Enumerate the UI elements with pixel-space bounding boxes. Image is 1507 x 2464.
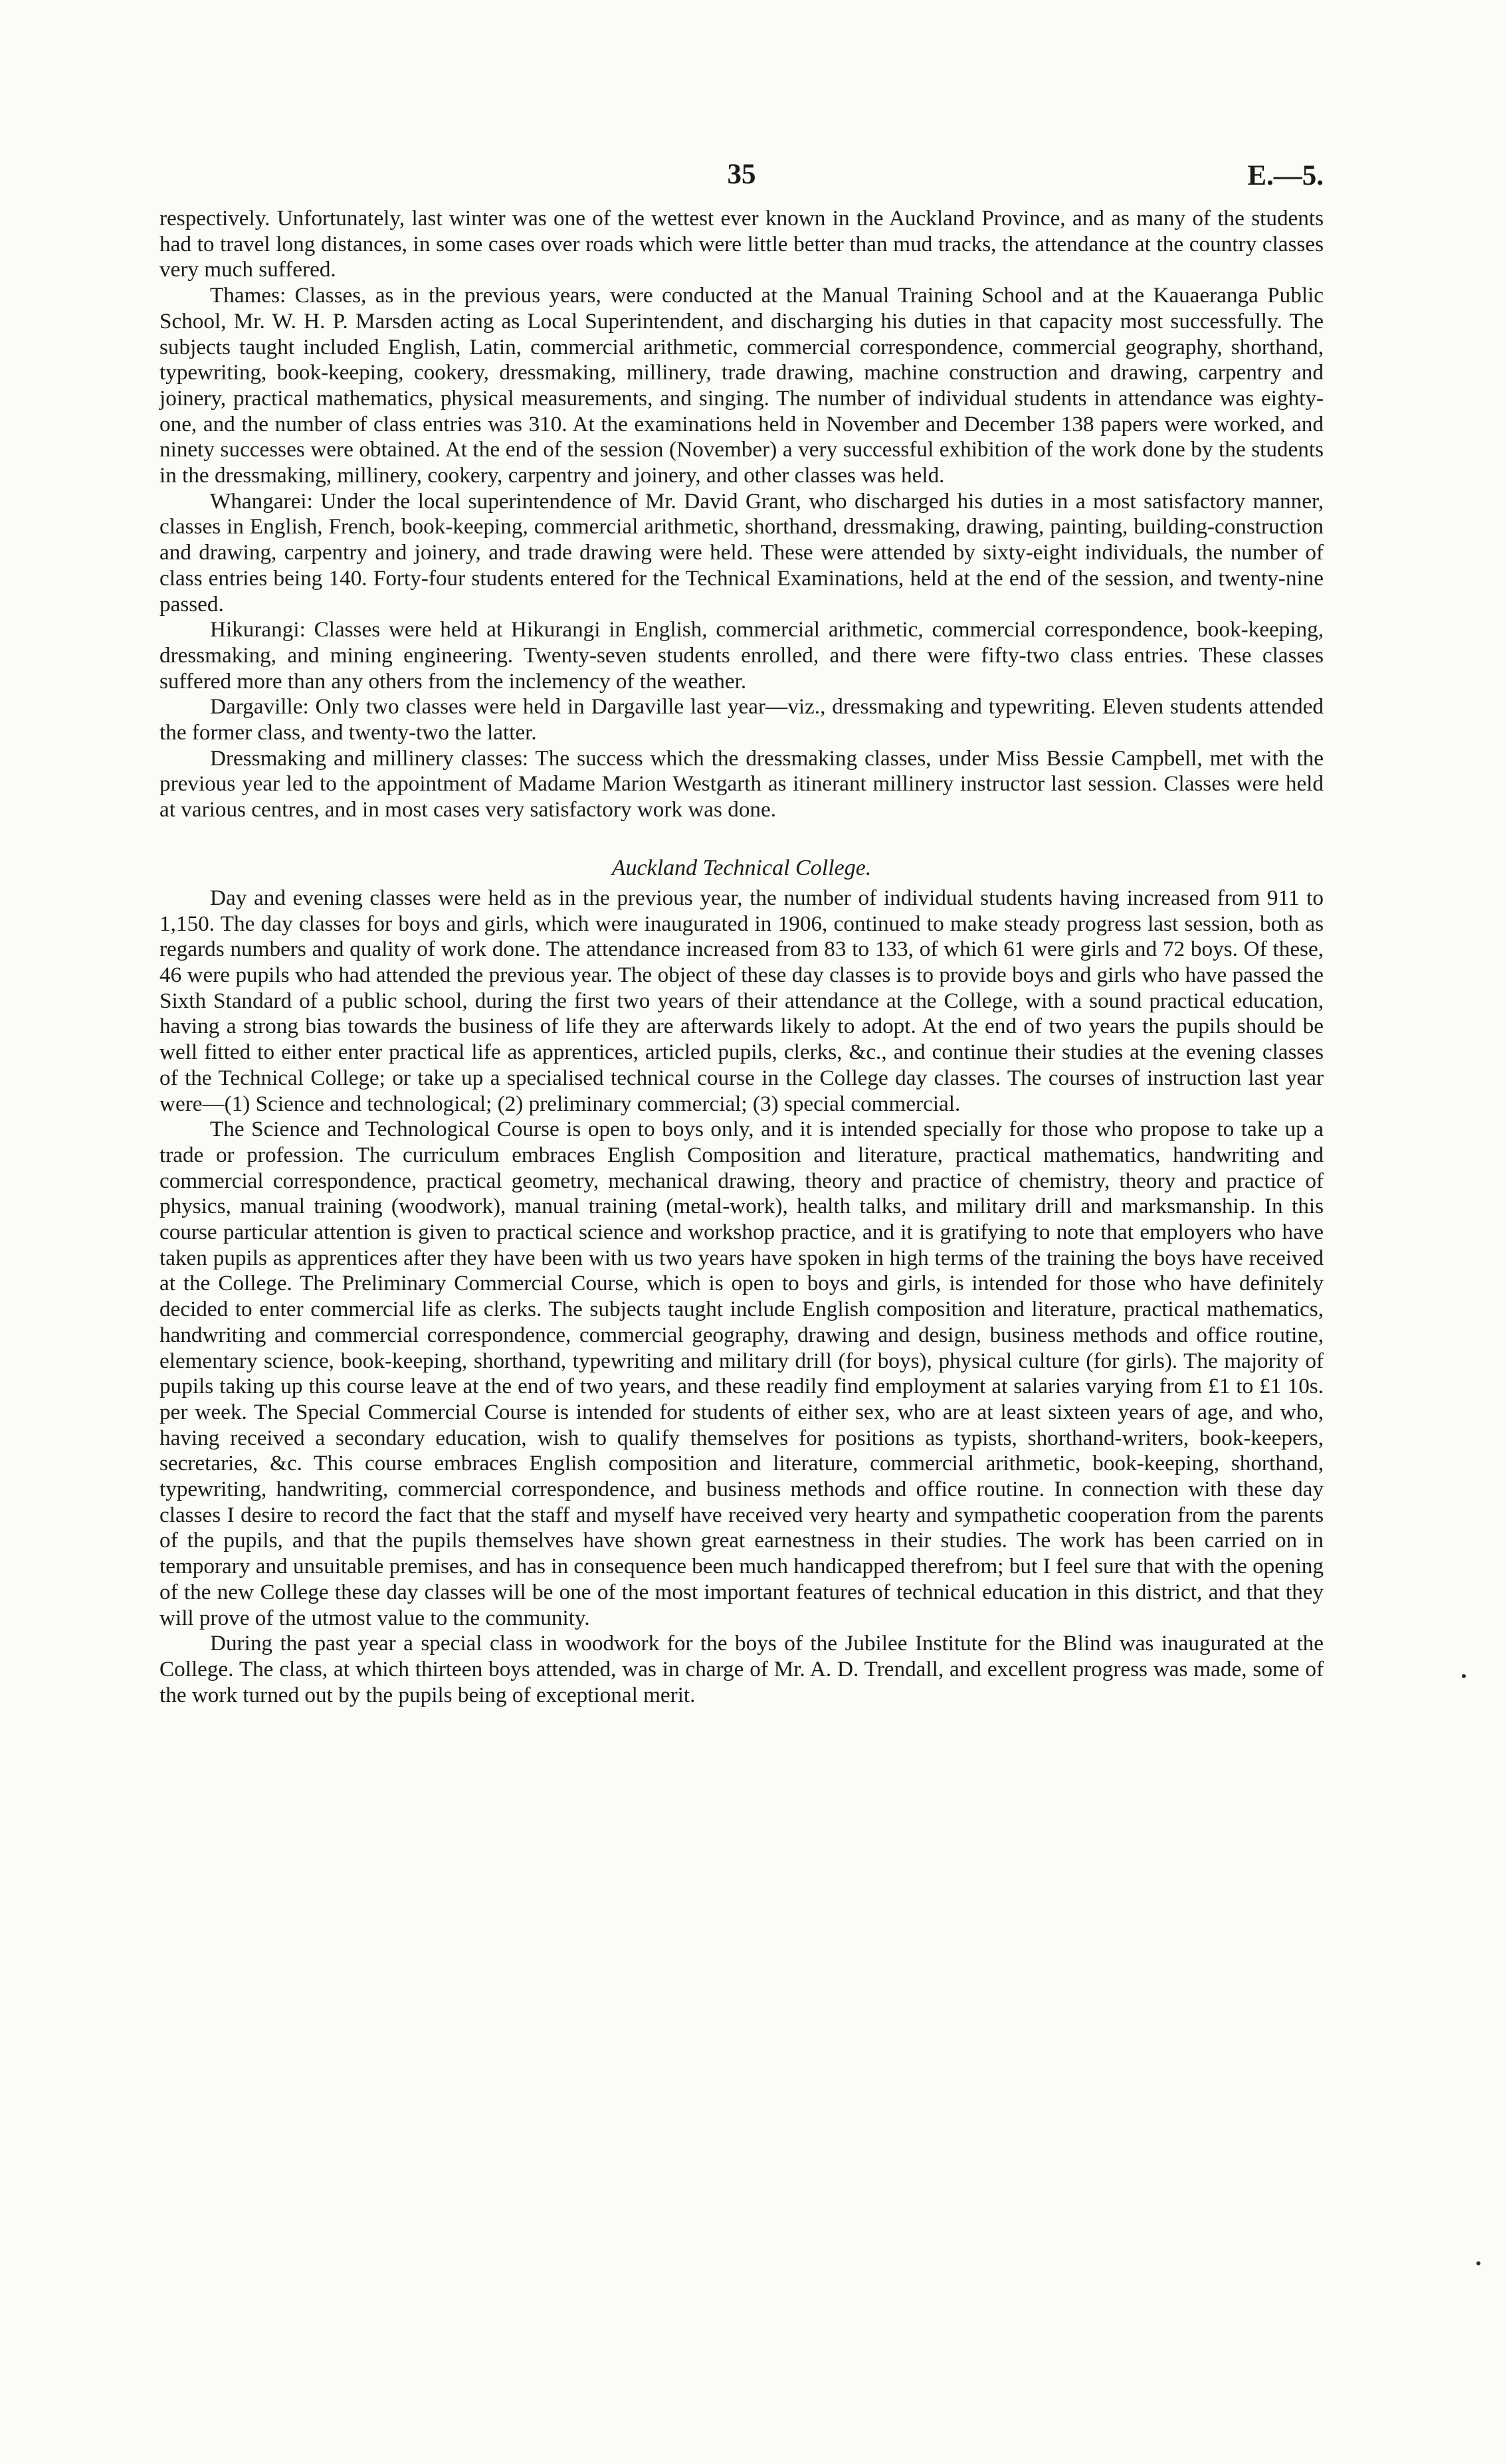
paragraph-text: respectively. Unfortunately, last winter was one of the wettest ever known in the Auckland Province, and as many of the students had to travel long distances, in some cases over roads which were little better than mud tracks, the attendance at the country classes very much suffered.	[159, 206, 1324, 282]
paragraph-text: Classes, as in the previous years, were conducted at the Manual Training School and at the Kauaeranga Public School, Mr. W. H. P. Marsden acting as Local Superintendent, and discharging his duties in that capacity most successfully. The subjects taught included English, Latin, commercial arithmetic, commercial correspondence, commercial geography, shorthand, typewriting, book-keeping, cookery, dressmaking, millinery, trade drawing, machine construction and drawing, carpentry and joinery, practical mathematics, physical measurements, and singing. The number of individual students in attendance was eighty-one, and the number of class entries was 310. At the examinations held in November and December 138 papers were worked, and ninety successes were obtained. At the end of the session (November) a very successful exhibition of the work done by the students in the dressmaking, millinery, cookery, carpentry and joinery, and other classes was held.	[159, 283, 1324, 488]
document-page	[159, 133, 1324, 1708]
series-reference: E.—5.	[1247, 160, 1324, 191]
paragraph-whangarei	[159, 489, 1324, 618]
paragraph-blind-class: During the past year a special class in woodwork for the boys of the Jubilee Institute for the Blind was inaugurated at the College. The class, at which thirteen boys attended, was in charge of Mr. A. D. Trendall, and excellent progress was made, some of the work turned out by the pupils being of exceptional merit.	[159, 1631, 1324, 1707]
paragraph-hikurangi	[159, 617, 1324, 694]
paragraph-lead: Dressmaking and millinery classes:	[210, 745, 529, 771]
paragraph-text: Under the local superintendence of Mr. David Grant, who discharged his duties in a most satisfactory manner, classes in English, French, book-keeping, commercial arithmetic, shorthand, dressmaking, drawing, painting, building-construction and drawing, carpentry and joinery, and trade drawing were held. These were attended by sixty-eight individuals, the number of class entries being 140. Forty-four students entered for the Technical Examinations, held at the end of the session, and twenty-nine passed.	[159, 488, 1324, 616]
body-text-after	[159, 886, 1324, 1709]
paragraph-lead: Thames:	[210, 283, 286, 308]
margin-speck	[1462, 1674, 1466, 1678]
page-number: 35	[727, 159, 756, 190]
paragraph-science-course: The Science and Technological Course is open to boys only, and it is intended specially for those who propose to take up a trade or profession. The curriculum embraces English Composition and literature, practical mathematics, handwriting and commercial correspondence, practical geometry, mechanical drawing, theory and practice of chemistry, theory and practice of physics, manual training (woodwork), manual training (metal-work), health talks, and military drill and marksmanship. In this course particular attention is given to practical science and workshop practice, and it is gratifying to note that employers who have taken pupils as apprentices after they have been with us two years have spoken in high terms of the training the boys have received at the College. The Preliminary Commercial Course, which is open to boys and girls, is intended for those who have definitely decided to enter commercial life as clerks. The subjects taught include English composition and literature, practical mathematics, handwriting and commercial correspondence, commercial geography, drawing and design, business methods and office routine, elementary science, book-keeping, shorthand, typewriting and military drill (for boys), physical culture (for girls). The majority of pupils taking up this course leave at the end of two years, and these readily find employment at salaries varying from £1 to £1 10s. per week. The Special Commercial Course is intended for students of either sex, who are at least sixteen years of age, and who, having received a secondary education, wish to qualify themselves for positions as typists, shorthand-writers, book-keepers, secretaries, &c. This course embraces English composition and literature, commercial arithmetic, book-keeping, shorthand, typewriting, handwriting, commercial correspondence, and business methods and office routine. In connection with these day classes I desire to record the fact that the staff and myself have received very hearty and sympathetic cooperation from the parents of the pupils, and that the pupils themselves have shown great earnestness in their studies. The work has been carried on in temporary and unsuitable premises, and has in consequence been much handicapped therefrom; but I feel sure that with the opening of the new College these day classes will be one of the most important features of technical education in this district, and that they will prove of the utmost value to the community.	[159, 1117, 1324, 1630]
paragraph-text: The success which the dressmaking classes, under Miss Bessie Campbell, met with the previous year led to the appointment of Madame Marion Westgarth as itinerant millinery instructor last session. Classes were held at various centres, and in most cases very satisfactory work was done.	[159, 745, 1324, 822]
paragraph-continuation	[159, 206, 1324, 283]
paragraph-text: Only two classes were held in Dargaville last year—viz., dressmaking and typewriting. Eleven students attended the former class, and twenty-two the latter.	[159, 694, 1324, 745]
margin-speck	[1476, 2261, 1480, 2265]
paragraph-thames	[159, 283, 1324, 489]
paragraph-day-evening-classes: Day and evening classes were held as in the previous year, the number of individual students having increased from 911 to 1,150. The day classes for boys and girls, which were inaugurated in 1906, continued to make steady progress last session, both as regards numbers and quality of work done. The attendance increased from 83 to 133, of which 61 were girls and 72 boys. Of these, 46 were pupils who had attended the previous year. The object of these day classes is to provide boys and girls who have passed the Sixth Standard of a public school, during the first two years of their attendance at the College, with a sound practical education, having a strong bias towards the business of life they are afterwards likely to adopt. At the end of two years the pupils should be well fitted to either enter practical life as apprentices, articled pupils, clerks, &c., and continue their studies at the evening classes of the Technical College; or take up a specialised technical course in the College day classes. The courses of instruction last year were—(1) Science and technological; (2) preliminary commercial; (3) special commercial.	[159, 885, 1324, 1116]
page-header	[159, 133, 1324, 206]
paragraph-lead: Hikurangi:	[210, 617, 306, 642]
section-heading: Auckland Technical College.	[611, 855, 872, 880]
paragraph-lead: Whangarei:	[210, 488, 313, 514]
paragraph-dressmaking	[159, 746, 1324, 823]
paragraph-text: Classes were held at Hikurangi in English, commercial arithmetic, commercial correspondence, book-keeping, dressmaking, and mining engineering. Twenty-seven students enrolled, and there were fifty-two class entries. These classes suffered more than any others from the inclemency of the weather.	[159, 617, 1324, 694]
body-text-before	[159, 206, 1324, 823]
paragraph-dargaville	[159, 694, 1324, 745]
paragraph-lead: Dargaville:	[210, 694, 309, 719]
